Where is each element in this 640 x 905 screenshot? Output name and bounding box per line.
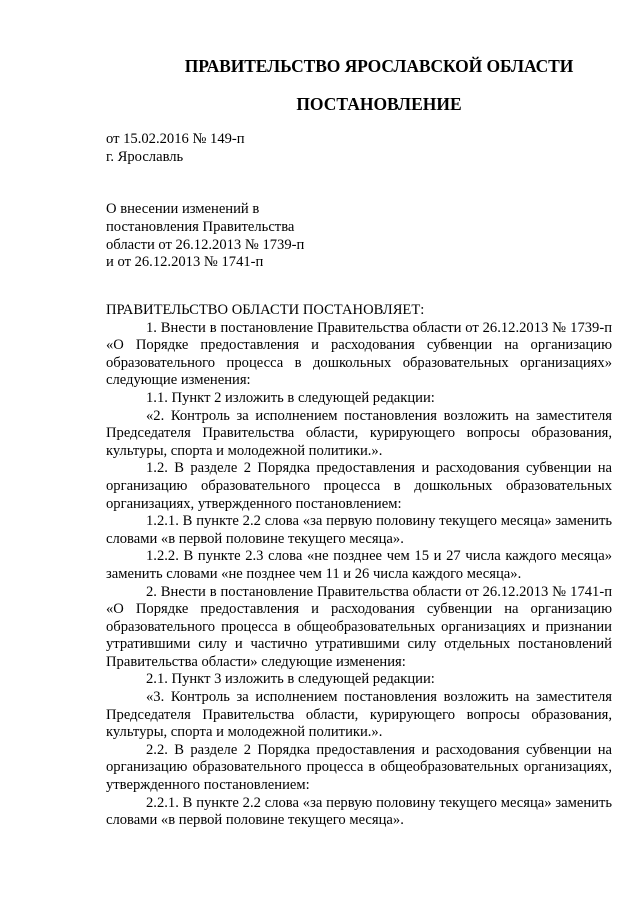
document-kind: ПОСТАНОВЛЕНИЕ [296, 94, 462, 114]
document-subject [106, 201, 304, 272]
paragraph-2-1-text: «3. Контроль за исполнением постановления возложить на заместителя Председателя Правительства области, курирующего вопросы образования, культуры, спорта и молодежной политики.». [106, 689, 612, 741]
paragraph-2: 2. Внести в постановление Правительства области от 26.12.2013 № 1741-п «О Порядке предоставления и расходования субвенции на организацию образовательного процесса в общеобразовательных организациях и признании утратившими силу и частично утратившими силу отдельных постановлений Правительства области» следующие изменения: [106, 583, 612, 670]
subject-line: области от 26.12.2013 № 1739-п [106, 236, 305, 253]
paragraph-2-2-1: 2.2.1. В пункте 2.2 слова «за первую половину текущего месяца» заменить словами «в первой половине текущего месяца». [106, 794, 612, 829]
paragraph-1-2: 1.2. В разделе 2 Порядка предоставления и расходования субвенции на организацию образовательного процесса в дошкольных образовательных организациях, утвержденного постановлением: [106, 460, 612, 512]
paragraph-2-2: 2.2. В разделе 2 Порядка предоставления и расходования субвенции на организацию образовательного процесса в общеобразовательных организациях, утвержденного постановлением: [106, 741, 612, 794]
document-body [106, 302, 612, 830]
paragraph-1-2-1: 1.2.1. В пункте 2.2 слова «за первую половину текущего месяца» заменить словами «в первой половине текущего месяца». [106, 513, 612, 547]
document-city: г. Ярославль [106, 149, 184, 165]
paragraph-1-2-2: 1.2.2. В пункте 2.3 слова «не позднее чем 15 и 27 числа каждого месяца» заменить словами «не позднее чем 11 и 26 числа каждого месяца». [106, 548, 612, 582]
paragraph-1-1-text: «2. Контроль за исполнением постановления возложить на заместителя Председателя Правительства области, курирующего вопросы образования, культуры, спорта и молодежной политики.». [106, 407, 612, 459]
subject-line: и от 26.12.2013 № 1741-п [106, 254, 264, 271]
paragraph-1-1: 1.1. Пункт 2 изложить в следующей редакции: [146, 389, 435, 406]
subject-line: постановления Правительства [106, 218, 295, 235]
paragraph-1: 1. Внести в постановление Правительства области от 26.12.2013 № 1739-п «О Порядке предоставления и расходования субвенции на организацию образовательного процесса в дошкольных образовательных организациях» следующие изменения: [106, 319, 612, 389]
subject-line: О внесении изменений в [106, 201, 260, 217]
document-date-number: от 15.02.2016 № 149-п [106, 131, 245, 147]
government-title: ПРАВИТЕЛЬСТВО ЯРОСЛАВСКОЙ ОБЛАСТИ [184, 56, 574, 76]
paragraph-2-1: 2.1. Пункт 3 изложить в следующей редакции: [146, 671, 435, 688]
preamble: ПРАВИТЕЛЬСТВО ОБЛАСТИ ПОСТАНОВЛЯЕТ: [106, 302, 425, 318]
